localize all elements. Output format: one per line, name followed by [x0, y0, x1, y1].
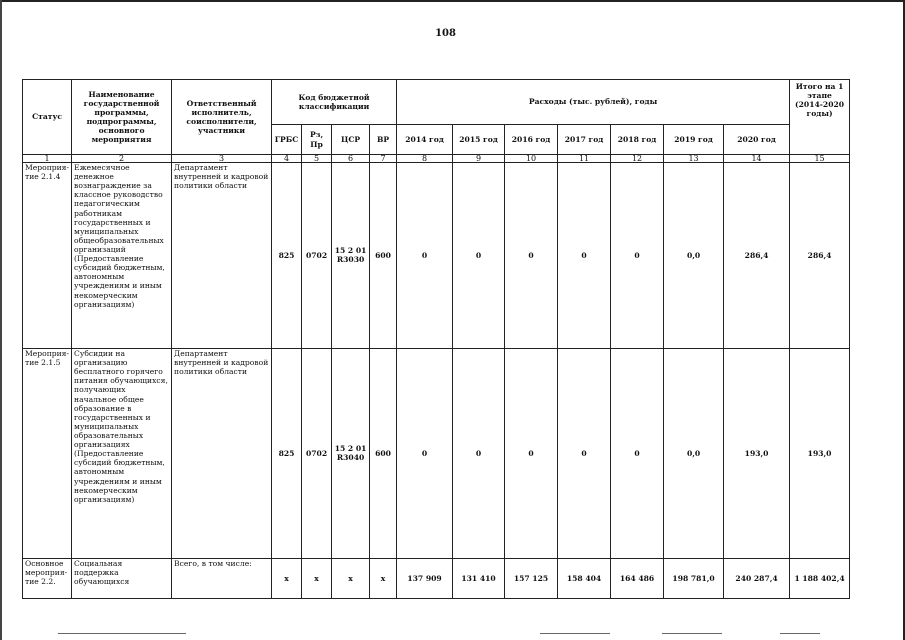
header-csr: ЦСР [332, 125, 370, 155]
row-csr: 15 2 01 R3040 [332, 349, 370, 559]
row-value-2018: 0 [611, 163, 664, 349]
column-number: 5 [302, 155, 332, 163]
row-rz-pr: 0702 [302, 349, 332, 559]
footer-rule [540, 633, 610, 634]
row-vr: 600 [370, 349, 397, 559]
column-number: 2 [72, 155, 172, 163]
row-rz-pr: 0702 [302, 163, 332, 349]
row-value-2016: 0 [505, 349, 558, 559]
row-value-2016: 157 125 [505, 559, 558, 599]
header-year-2017: 2017 год [558, 125, 611, 155]
row-value-2019: 0,0 [664, 349, 724, 559]
row-total: 193,0 [790, 349, 850, 559]
row-value-2014: 0 [397, 163, 453, 349]
row-value-2019: 198 781,0 [664, 559, 724, 599]
footer-rule [58, 633, 186, 634]
column-number: 10 [505, 155, 558, 163]
header-responsible: Ответственный исполнитель, соисполнители, участники [172, 80, 272, 155]
header-year-2015: 2015 год [453, 125, 505, 155]
footer-rule [780, 633, 820, 634]
column-number: 13 [664, 155, 724, 163]
row-value-2014: 0 [397, 349, 453, 559]
table-row [23, 559, 850, 599]
header-name: Наименование государственной программы, подпрограммы, основного мероприятия [72, 80, 172, 155]
row-vr: 600 [370, 163, 397, 349]
row-value-2020: 240 287,4 [724, 559, 790, 599]
row-grbs: 825 [272, 163, 302, 349]
page-number: 108 [435, 28, 456, 39]
row-responsible: Всего, в том числе: [172, 559, 272, 599]
row-responsible: Департамент внутренней и кадровой политики области [172, 163, 272, 349]
row-total: 1 188 402,4 [790, 559, 850, 599]
budget-table [22, 79, 850, 599]
column-number: 12 [611, 155, 664, 163]
header-rz-pr: Рз, Пр [302, 125, 332, 155]
column-number: 9 [453, 155, 505, 163]
row-name: Субсидии на организацию бесплатного горячего питания обучающихся, получающих начальное общее образование в государственных и муниципальных образовательных организациях (Предоставление субсидий бюджетным, автономным учреждениям и иным некомерческим организациям) [72, 349, 172, 559]
header-year-2020: 2020 год [724, 125, 790, 155]
row-value-2015: 131 410 [453, 559, 505, 599]
header-year-2018: 2018 год [611, 125, 664, 155]
row-value-2020: 193,0 [724, 349, 790, 559]
header-vr: ВР [370, 125, 397, 155]
column-number: 1 [23, 155, 72, 163]
header-grbs: ГРБС [272, 125, 302, 155]
row-responsible: Департамент внутренней и кадровой политики области [172, 349, 272, 559]
page-border-top [0, 0, 905, 2]
footer-rule [662, 633, 722, 634]
row-value-2016: 0 [505, 163, 558, 349]
header-year-2019: 2019 год [664, 125, 724, 155]
header-budget-code: Код бюджетной классификации [272, 80, 397, 125]
column-number: 3 [172, 155, 272, 163]
row-value-2015: 0 [453, 349, 505, 559]
row-total: 286,4 [790, 163, 850, 349]
row-vr: x [370, 559, 397, 599]
header-row-1 [23, 80, 850, 125]
row-rz-pr: x [302, 559, 332, 599]
table-row [23, 349, 850, 559]
row-csr: 15 2 01 R3030 [332, 163, 370, 349]
column-number-row [23, 155, 850, 163]
row-value-2017: 0 [558, 163, 611, 349]
row-value-2018: 0 [611, 349, 664, 559]
column-number: 7 [370, 155, 397, 163]
row-grbs: 825 [272, 349, 302, 559]
row-status: Мероприя-тие 2.1.5 [23, 349, 72, 559]
header-total: Итого на 1 этапе (2014-2020 годы) [790, 80, 850, 155]
page-border-left [0, 0, 2, 640]
column-number: 6 [332, 155, 370, 163]
row-status: Мероприя-тие 2.1.4 [23, 163, 72, 349]
column-number: 8 [397, 155, 453, 163]
row-value-2015: 0 [453, 163, 505, 349]
header-status: Статус [23, 80, 72, 155]
column-number: 14 [724, 155, 790, 163]
row-grbs: x [272, 559, 302, 599]
row-name: Ежемесячное денежное вознаграждение за классное руководство педагогическим работникам государственных и муниципальных общеобразовательных организаций (Предоставление субсидий бюджетным, автономным учреждениям и иным некомерческим организациям) [72, 163, 172, 349]
row-name: Социальная поддержка обучающихся [72, 559, 172, 599]
row-value-2019: 0,0 [664, 163, 724, 349]
row-value-2017: 158 404 [558, 559, 611, 599]
row-csr: x [332, 559, 370, 599]
column-number: 15 [790, 155, 850, 163]
table-row [23, 163, 850, 349]
row-value-2014: 137 909 [397, 559, 453, 599]
header-year-2016: 2016 год [505, 125, 558, 155]
row-value-2020: 286,4 [724, 163, 790, 349]
row-value-2018: 164 486 [611, 559, 664, 599]
column-number: 11 [558, 155, 611, 163]
header-expenses: Расходы (тыс. рублей), годы [397, 80, 790, 125]
row-status: Основное мероприя-тие 2.2. [23, 559, 72, 599]
header-year-2014: 2014 год [397, 125, 453, 155]
column-number: 4 [272, 155, 302, 163]
row-value-2017: 0 [558, 349, 611, 559]
